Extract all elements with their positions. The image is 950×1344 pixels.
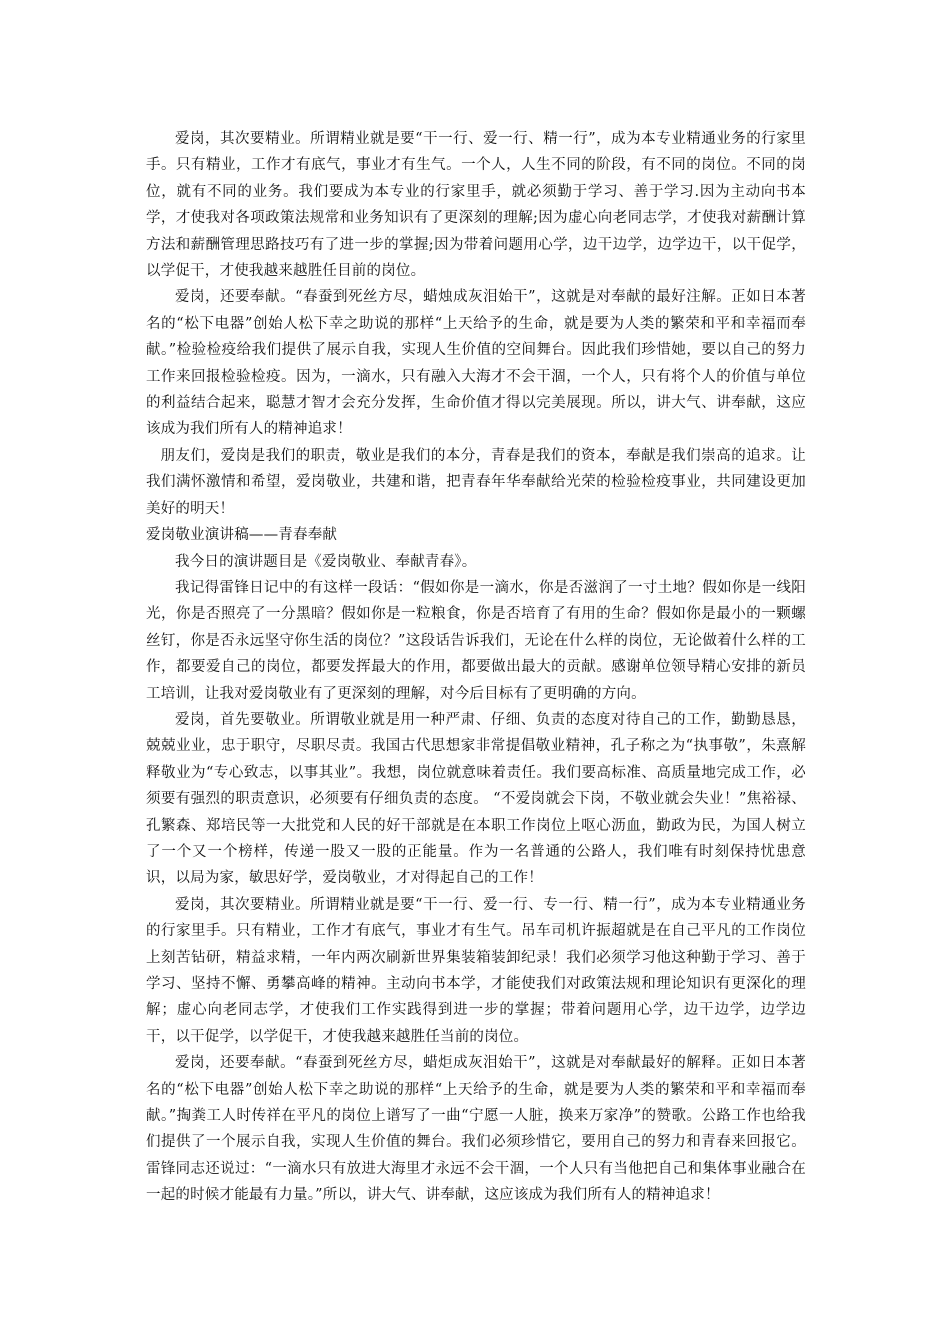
paragraph-jingye-1: 爱岗，其次要精业。所谓精业就是要“干一行、爱一行、精一行”，成为本专业精通业务的行家里手。只有精业，工作才有底气，事业才有生气。一个人，人生不同的阶段，有不同的岗位。不同的岗位，就有不同的业务。我们要成为本专业的行家里手，就必须勤于学习、善于学习.因为主动向书本学，才使我对各项政策法规常和业务知识有了更深刻的理解;因为虚心向老同志学，才使我对薪酬计算方法和薪酬管理思路技巧有了进一步的掌握;因为带着问题用心学，边干边学，边学边干，以干促学，以学促干，才使我越来越胜任目前的岗位。 bbox=[146, 131, 806, 280]
paragraph-conclusion-1: 朋友们，爱岗是我们的职责，敬业是我们的本分，青春是我们的资本，奉献是我们崇高的追求。让我们满怀激情和希望，爱岗敬业，共建和谐，把青春年华奉献给光荣的检验检疫事业，共同建设更加美好的明天！ bbox=[146, 447, 806, 517]
paragraph-jingye-2: 爱岗，其次要精业。所谓精业就是要“干一行、爱一行、专一行、精一行”，成为本专业精通业务的行家里手。只有精业，工作才有底气，事业才有生气。吊车司机许振超就是在自己平凡的工作岗位上刻苦钻研，精益求精，一年内两次刷新世界集装箱装卸纪录！我们必须学习他这种勤于学习、善于学习、坚持不懈、勇攀高峰的精神。主动向书本学，才能使我们对政策法规和理论知识有更深化的理解；虚心向老同志学，才使我们工作实践得到进一步的掌握；带着问题用心学，边干边学，边学边干，以干促学，以学促干，才使我越来越胜任当前的岗位。 bbox=[146, 896, 806, 1045]
paragraph-fengxian-2: 爱岗，还要奉献。“春蚕到死丝方尽，蜡炬成灰泪始干”，这就是对奉献最好的解释。正如日本著名的“松下电器”创始人松下幸之助说的那样“上天给予的生命，就是要为人类的繁荣和平和幸福而奉献。”掏粪工人时传祥在平凡的岗位上谱写了一曲“宁愿一人脏，换来万家净”的赞歌。公路工作也给我们提供了一个展示自我，实现人生价值的舞台。我们必须珍惜它，要用自己的努力和青春来回报它。雷锋同志还说过：“一滴水只有放进大海里才永远不会干涸，一个人只有当他把自己和集体事业融合在一起的时候才能最有力量。”所以，讲大气、讲奉献，这应该成为我们所有人的精神追求！ bbox=[146, 1055, 806, 1204]
section-title: 爱岗敬业演讲稿——青春奉献 bbox=[146, 527, 338, 544]
paragraph-leifeng: 我记得雷锋日记中的有这样一段话：“假如你是一滴水，你是否滋润了一寸土地？假如你是一线阳光，你是否照亮了一分黑暗？假如你是一粒粮食，你是否培育了有用的生命？假如你是最小的一颗螺丝钉，你是否永远坚守你生活的岗位？”这段话告诉我们，无论在什么样的岗位，无论做着什么样的工作，都要爱自己的岗位，都要发挥最大的作用，都要做出最大的贡献。感谢单位领导精心安排的新员工培训，让我对爱岗敬业有了更深刻的理解，对今后目标有了更明确的方向。 bbox=[146, 579, 806, 702]
paragraph-intro: 我今日的演讲题目是《爱岗敬业、奉献青春》。 bbox=[175, 553, 477, 570]
paragraph-fengxian-1: 爱岗，还要奉献。“春蚕到死丝方尽，蜡烛成灰泪始干”，这就是对奉献的最好注解。正如日本著名的“松下电器”创始人松下幸之助说的那样“上天给予的生命，就是要为人类的繁荣和平和幸福而奉献。”检验检疫给我们提供了展示自我，实现人生价值的空间舞台。因此我们珍惜她，要以自己的努力工作来回报检验检疫。因为，一滴水，只有融入大海才不会干涸，一个人，只有将个人的价值与单位的利益结合起来，聪慧才智才会充分发挥，生命价值才得以完美展现。所以，讲大气、讲奉献，这应该成为我们所有人的精神追求！ bbox=[146, 289, 806, 438]
paragraph-jingye-first: 爱岗，首先要敬业。所谓敬业就是用一种严肃、仔细、负责的态度对待自己的工作，勤勤恳恳，兢兢业业，忠于职守，尽职尽责。我国古代思想家非常提倡敬业精神，孔子称之为“执事敬”，朱熹解释敬业为“专心致志，以事其业”。我想，岗位就意味着责任。我们要高标准、高质量地完成工作，必须要有强烈的职责意识，必须要有仔细负责的态度。 “不爱岗就会下岗，不敬业就会失业！”焦裕禄、孔繁森、郑培民等一大批党和人民的好干部就是在本职工作岗位上呕心沥血，勤政为民，为国人树立了一个又一个榜样，传递一股又一股的正能量。作为一名普通的公路人，我们唯有时刻保持忧患意识，以局为家，敏思好学，爱岗敬业，才对得起自己的工作！ bbox=[146, 711, 806, 887]
document-page bbox=[146, 126, 806, 1209]
